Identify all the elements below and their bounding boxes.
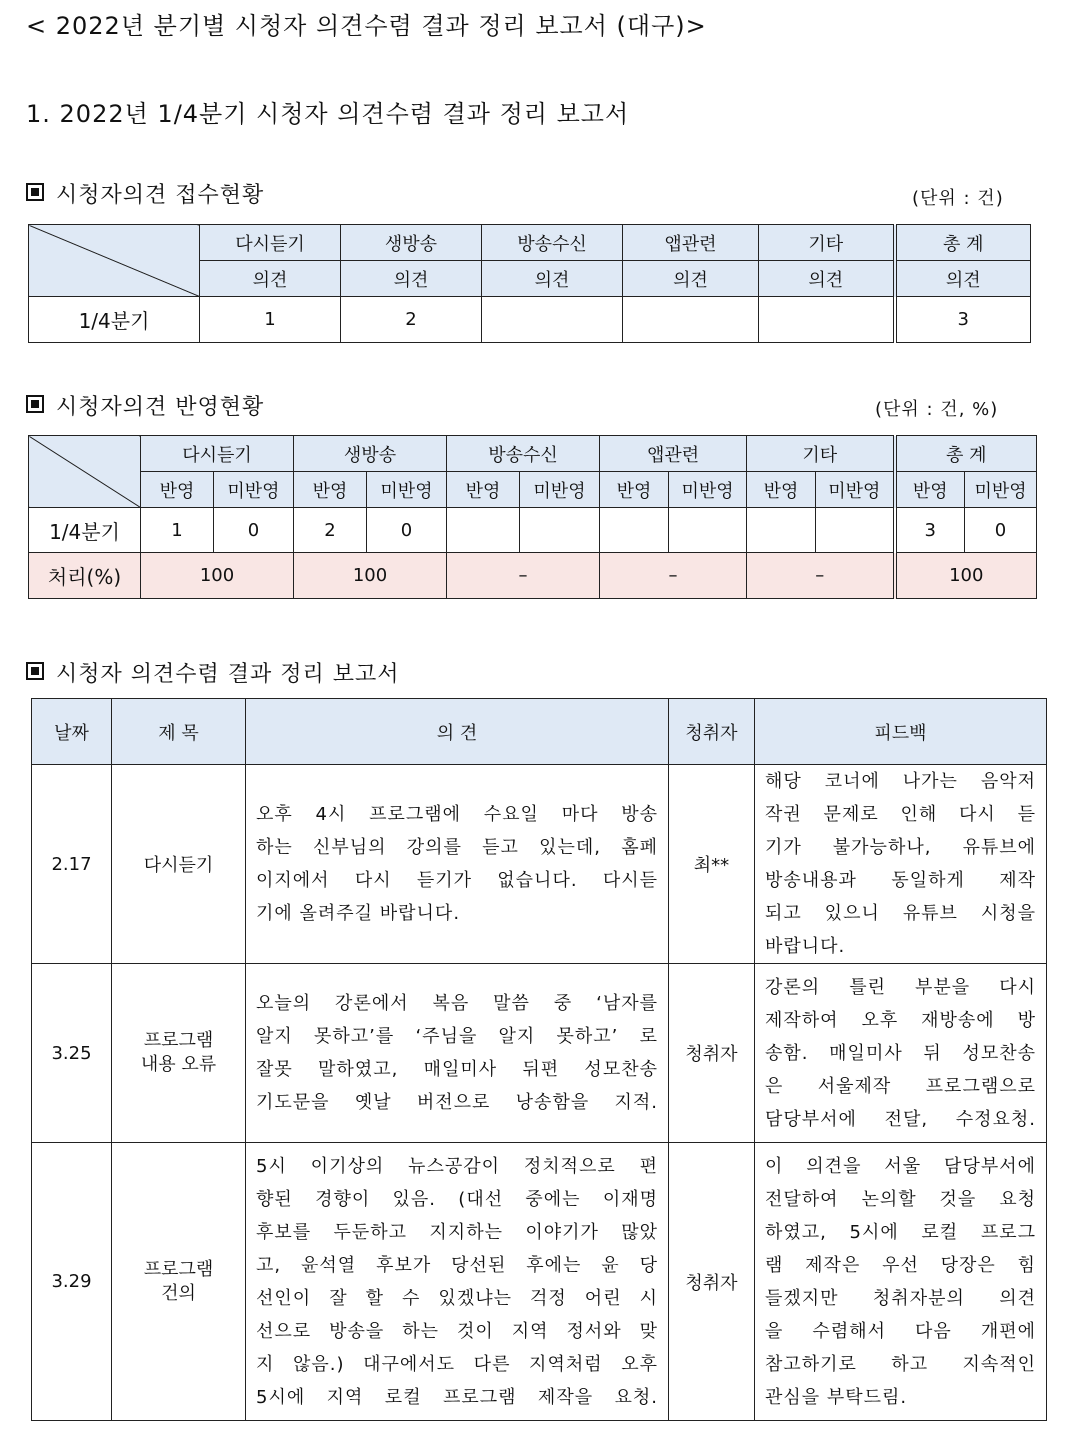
header-title: 제 목 [112, 699, 246, 765]
feedback-line: 되고 있으니 유튜브 시청을 [765, 903, 1036, 924]
opinion-line: 고, 윤석열 후보가 당선된 후에는 윤 당 [256, 1254, 658, 1276]
rate-value: – [600, 553, 747, 599]
rate-row-label: 처리(%) [29, 553, 141, 599]
receipt-col-header: 앱관련 [623, 225, 759, 261]
row-title [112, 765, 246, 964]
row-listener: 최** [669, 765, 755, 964]
feedback-line: 해당 코너에 나가는 음악저 [765, 771, 1036, 792]
sub-header-reflected: 반영 [141, 472, 214, 508]
opinion-line: 5시에 지역 로컬 프로그램 제작을 요청. [256, 1386, 658, 1408]
header-opinion: 의 견 [246, 699, 669, 765]
row-title-line: 내용 오류 [140, 1054, 217, 1075]
sub-header-reflected: 반영 [600, 472, 669, 508]
square-bullet-icon [26, 662, 44, 680]
header-date: 날짜 [32, 699, 112, 765]
receipt-unit: (단위 : 건) [912, 188, 1004, 209]
opinion-line: 이지에서 다시 듣기가 없습니다. 다시듣 [256, 870, 658, 891]
sub-header-reflected: 반영 [747, 472, 816, 508]
row-feedback [755, 1143, 1047, 1421]
feedback-line: 이 의견을 서울 담당부서에 [765, 1155, 1036, 1177]
receipt-sub-header: 의견 [623, 261, 759, 297]
opinion-line: 향된 경향이 있음. (대선 중에는 이재명 [256, 1188, 658, 1210]
receipt-heading [26, 178, 264, 209]
feedback-line: 관심을 부탁드림. [765, 1386, 908, 1408]
receipt-value [623, 297, 759, 343]
reflection-table [28, 435, 1037, 599]
report-heading [26, 657, 400, 688]
row-title [112, 964, 246, 1143]
square-bullet-icon [26, 395, 44, 413]
feedback-line: 송함. 매일미사 뒤 성모찬송 [765, 1042, 1036, 1064]
feedback-line: 은 서울제작 프로그램으로 [765, 1075, 1036, 1097]
receipt-sub-header: 의견 [200, 261, 341, 297]
row-opinion [246, 765, 669, 964]
receipt-col-header: 다시듣기 [200, 225, 341, 261]
opinion-line: 알지 못하고’를 ‘주님을 알지 못하고’ 로 [256, 1026, 658, 1047]
receipt-sub-header: 의견 [482, 261, 623, 297]
table-row [32, 765, 1047, 964]
opinion-line: 선인이 잘 할 수 있겠냐는 걱정 어린 시 [256, 1287, 658, 1309]
sub-header-unreflected: 미반영 [965, 472, 1037, 508]
reflection-value: 0 [965, 508, 1037, 553]
opinion-line: 기에 올려주길 바랍니다. [256, 903, 461, 924]
feedback-line: 바랍니다. [765, 936, 846, 957]
reflection-heading [26, 390, 264, 421]
receipt-sub-header: 의견 [341, 261, 482, 297]
receipt-value: 1 [200, 297, 341, 343]
sub-header-reflected: 반영 [447, 472, 520, 508]
square-bullet-icon [26, 183, 44, 201]
row-opinion [246, 964, 669, 1143]
feedback-line: 담당부서에 전달, 수정요청. [765, 1108, 1036, 1130]
feedback-line: 기가 불가능하나, 유튜브에 [765, 837, 1036, 858]
receipt-total: 3 [895, 297, 1031, 343]
opinion-line: 하는 신부님의 강의를 듣고 있는데, 홈페 [256, 837, 658, 858]
feedback-line: 들겠지만 청취자분의 의견 [765, 1287, 1036, 1309]
reflection-col-header: 총 계 [895, 436, 1037, 472]
sub-header-unreflected: 미반영 [816, 472, 895, 508]
reflection-col-header: 기타 [747, 436, 895, 472]
table-row [32, 964, 1047, 1143]
row-date: 3.29 [32, 1143, 112, 1421]
reflection-value: 1 [141, 508, 214, 553]
header-listener: 청취자 [669, 699, 755, 765]
reflection-value [447, 508, 520, 553]
opinion-line: 후보를 두둔하고 지지하는 이야기가 많았 [256, 1221, 658, 1243]
row-feedback [755, 765, 1047, 964]
row-date: 2.17 [32, 765, 112, 964]
opinion-report-table [31, 698, 1047, 1421]
reflection-col-header: 생방송 [294, 436, 447, 472]
sub-header-unreflected: 미반영 [520, 472, 600, 508]
table-row [32, 1143, 1047, 1421]
receipt-value [759, 297, 895, 343]
sub-header-reflected: 반영 [895, 472, 965, 508]
row-label: 1/4분기 [29, 297, 200, 343]
receipt-value: 2 [341, 297, 482, 343]
feedback-line: 강론의 틀린 부분을 다시 [765, 976, 1036, 998]
row-listener: 청취자 [669, 964, 755, 1143]
opinion-line: 오후 4시 프로그램에 수요일 마다 방송 [256, 804, 658, 825]
feedback-line: 전달하여 논의할 것을 요청 [765, 1188, 1036, 1210]
opinion-line: 기도문을 옛날 버전으로 낭송함을 지적. [256, 1092, 658, 1113]
reflection-value [816, 508, 895, 553]
receipt-col-header: 총 계 [895, 225, 1031, 261]
sub-header-unreflected: 미반영 [214, 472, 294, 508]
sub-header-unreflected: 미반영 [669, 472, 747, 508]
opinion-line: 잘못 말하였고, 매일미사 뒤편 성모찬송 [256, 1059, 658, 1080]
receipt-col-header: 방송수신 [482, 225, 623, 261]
row-title-line: 건의 [161, 1282, 196, 1304]
row-listener: 청취자 [669, 1143, 755, 1421]
reflection-value [747, 508, 816, 553]
receipt-col-header: 기타 [759, 225, 895, 261]
reflection-col-header: 앱관련 [600, 436, 747, 472]
opinion-line: 오늘의 강론에서 복음 말씀 중 ‘남자를 [256, 993, 658, 1014]
document-title: < 2022년 분기별 시청자 의견수렴 결과 정리 보고서 (대구)> [26, 12, 707, 40]
reflection-value: 2 [294, 508, 367, 553]
rate-value: – [747, 553, 895, 599]
reflection-col-header: 방송수신 [447, 436, 600, 472]
header-feedback: 피드백 [755, 699, 1047, 765]
feedback-line: 작권 문제로 인해 다시 듣 [765, 804, 1036, 825]
row-title [112, 1143, 246, 1421]
feedback-line: 을 수렴해서 다음 개편에 [765, 1320, 1036, 1342]
row-title-line: 다시듣기 [143, 855, 214, 876]
opinion-line: 5시 이기상의 뉴스공감이 정치적으로 편 [256, 1155, 658, 1177]
reflection-value [520, 508, 600, 553]
feedback-line: 방송내용과 동일하게 제작 [765, 870, 1036, 891]
row-feedback [755, 964, 1047, 1143]
reflection-col-header: 다시듣기 [141, 436, 294, 472]
receipt-value [482, 297, 623, 343]
rate-value: – [447, 553, 600, 599]
reflection-heading-text: 시청자의견 반영현황 [56, 395, 265, 420]
sub-header-reflected: 반영 [294, 472, 367, 508]
reflection-value [669, 508, 747, 553]
reflection-value: 0 [367, 508, 447, 553]
receipt-heading-text: 시청자의견 접수현황 [56, 183, 265, 208]
receipt-sub-header: 의견 [759, 261, 895, 297]
receipt-table [28, 224, 1031, 343]
opinion-line: 지 않음.) 대구에서도 다른 지역처럼 오후 [256, 1353, 658, 1375]
row-label: 1/4분기 [29, 508, 141, 553]
corner-cell [29, 225, 200, 297]
rate-value: 100 [895, 553, 1037, 599]
feedback-line: 제작하여 오후 재방송에 방 [765, 1009, 1036, 1031]
sub-header-unreflected: 미반영 [367, 472, 447, 508]
reflection-value: 0 [214, 508, 294, 553]
report-subtitle: 1. 2022년 1/4분기 시청자 의견수렴 결과 정리 보고서 [26, 100, 630, 128]
row-title-line: 프로그램 [143, 1030, 214, 1051]
opinion-line: 선으로 방송을 하는 것이 지역 정서와 맞 [256, 1320, 658, 1342]
feedback-line: 하였고, 5시에 로컬 프로그 [765, 1221, 1036, 1243]
feedback-line: 참고하기로 하고 지속적인 [765, 1353, 1036, 1375]
receipt-col-header: 생방송 [341, 225, 482, 261]
reflection-value [600, 508, 669, 553]
receipt-sub-header: 의견 [895, 261, 1031, 297]
row-date: 3.25 [32, 964, 112, 1143]
reflection-unit: (단위 : 건, %) [875, 399, 999, 420]
rate-value: 100 [294, 553, 447, 599]
row-opinion [246, 1143, 669, 1421]
feedback-line: 램 제작은 우선 당장은 힘 [765, 1254, 1036, 1276]
report-heading-text: 시청자 의견수렴 결과 정리 보고서 [56, 662, 400, 687]
reflection-value: 3 [895, 508, 965, 553]
row-title-line: 프로그램 [143, 1258, 214, 1280]
rate-value: 100 [141, 553, 294, 599]
corner-cell [29, 436, 141, 508]
